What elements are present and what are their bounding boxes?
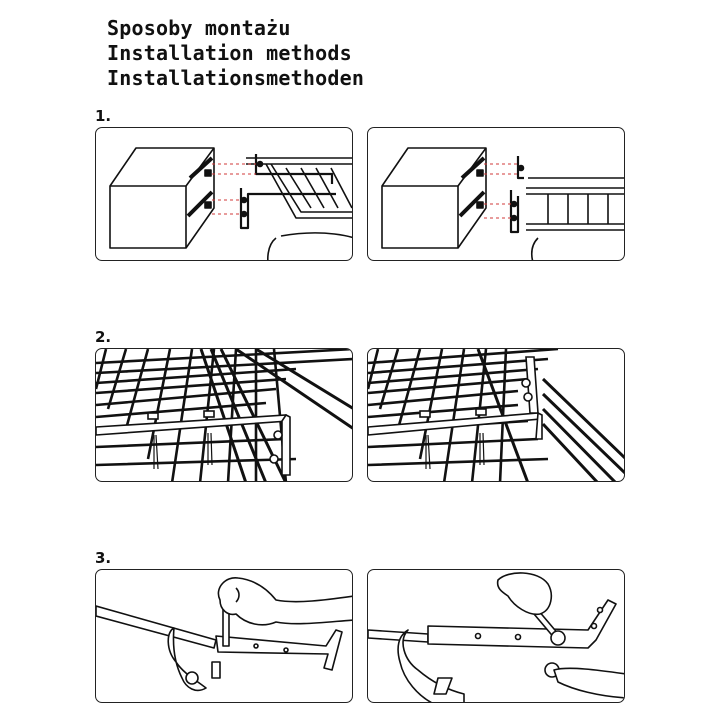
bracket-mount-side-illustration xyxy=(96,128,353,261)
bracket-on-grid-railing-illustration xyxy=(368,349,625,482)
title-german: Installationsmethoden xyxy=(107,66,365,90)
step-2-panel-b xyxy=(367,348,625,482)
step-1-panel-b xyxy=(367,127,625,261)
step-2-label: 2. xyxy=(95,328,112,346)
bracket-mount-front-illustration xyxy=(368,128,625,261)
title-block xyxy=(107,16,364,91)
step-1-panel-a xyxy=(95,127,353,261)
step-2-panel-a xyxy=(95,348,353,482)
title-polish: Sposoby montażu xyxy=(107,16,291,40)
step-1-label: 1. xyxy=(95,107,112,125)
step-3-panel-b xyxy=(367,569,625,703)
step-3-panel-a xyxy=(95,569,353,703)
bracket-on-grid-balcony-illustration xyxy=(96,349,353,482)
hand-tightening-screw-illustration xyxy=(96,570,353,703)
hand-tightening-nut-illustration xyxy=(368,570,625,703)
title-english: Installation methods xyxy=(107,41,352,65)
step-3-label: 3. xyxy=(95,549,112,567)
